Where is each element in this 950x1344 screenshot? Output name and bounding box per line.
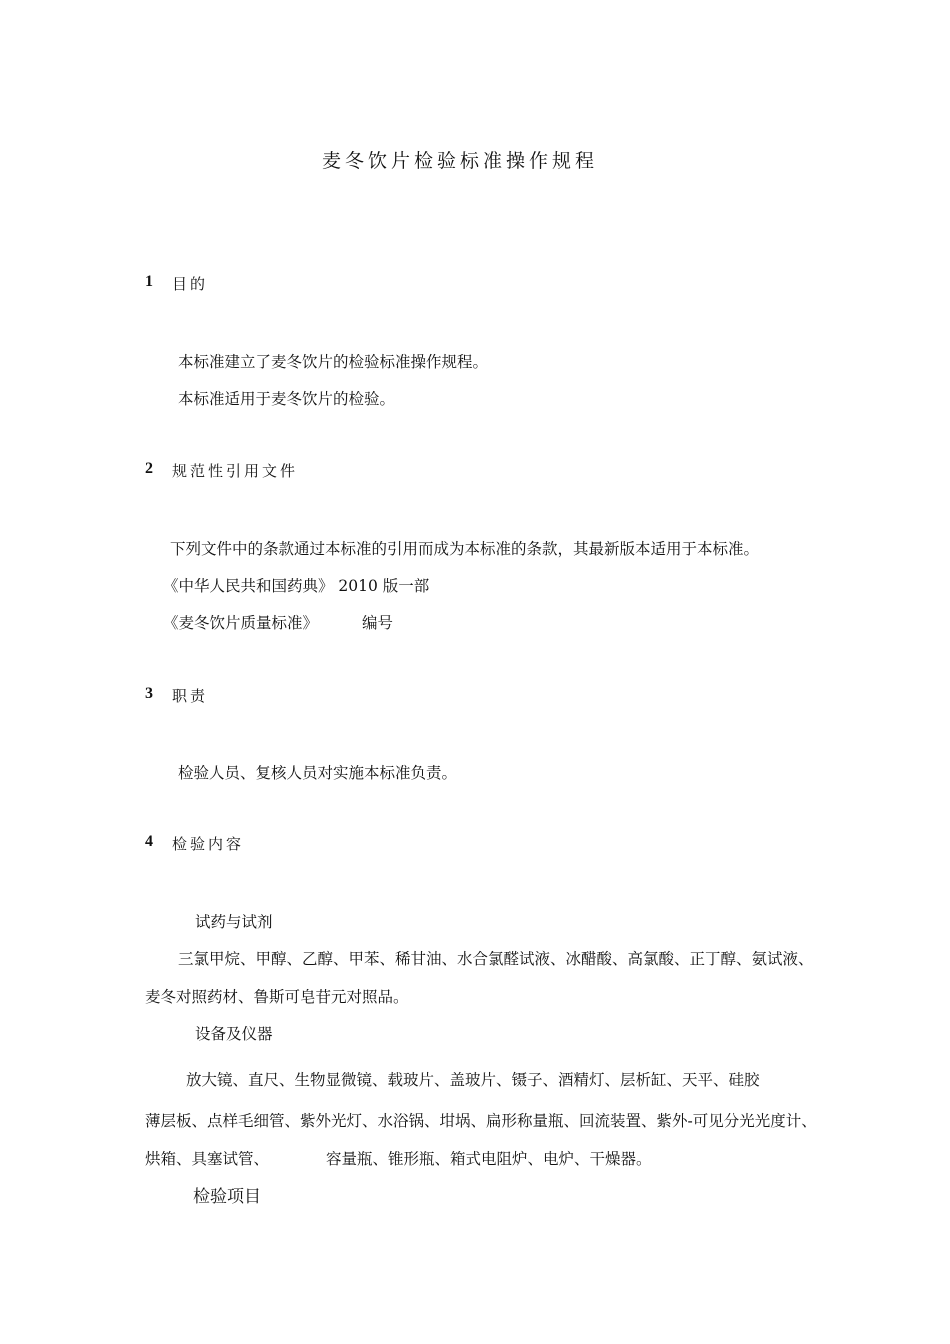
reference-line: 《中华人民共和国药典》 2010 版一部	[163, 577, 430, 595]
paragraph-line: 三氯甲烷、甲醇、乙醇、甲苯、稀甘油、水合氯醛试液、冰醋酸、高氯酸、正丁醇、氨试液、	[178, 950, 814, 968]
subheading: 检验项目	[193, 1187, 261, 1207]
paragraph-line: 本标准建立了麦冬饮片的检验标准操作规程。	[178, 353, 489, 371]
section-number: 1	[145, 273, 153, 290]
section-heading: 职责	[172, 687, 209, 705]
paragraph-line: 放大镜、直尺、生物显微镜、载玻片、盖玻片、镊子、酒精灯、层析缸、天平、硅胶	[186, 1071, 760, 1089]
section-number: 2	[145, 460, 153, 477]
paragraph-line: 麦冬对照药材、鲁斯可皂苷元对照品。	[145, 988, 409, 1006]
reference-line: 《麦冬饮片质量标准》	[163, 614, 319, 632]
paragraph-line: 烘箱、具塞试管、	[145, 1150, 270, 1168]
reference-number-label: 编号	[362, 614, 394, 632]
section-heading: 规范性引用文件	[172, 462, 299, 480]
paragraph-line: 下列文件中的条款通过本标准的引用而成为本标准的条款，其最新版本适用于本标准。	[170, 540, 760, 558]
subheading: 设备及仪器	[195, 1025, 273, 1043]
paragraph-line: 容量瓶、锥形瓶、箱式电阻炉、电炉、干燥器。	[326, 1150, 652, 1168]
subheading: 试药与试剂	[195, 913, 273, 931]
section-heading: 检验内容	[172, 835, 245, 853]
paragraph-line: 薄层板、点样毛细管、紫外光灯、水浴锅、坩埚、扁形称量瓶、回流装置、紫外-可见分光光度计、	[145, 1112, 817, 1130]
section-heading: 目的	[172, 275, 209, 293]
section-number: 3	[145, 685, 153, 702]
paragraph-line: 检验人员、复核人员对实施本标准负责。	[178, 764, 458, 782]
paragraph-line: 本标准适用于麦冬饮片的检验。	[178, 390, 396, 408]
section-number: 4	[145, 833, 153, 850]
document-title: 麦冬饮片检验标准操作规程	[322, 150, 599, 172]
